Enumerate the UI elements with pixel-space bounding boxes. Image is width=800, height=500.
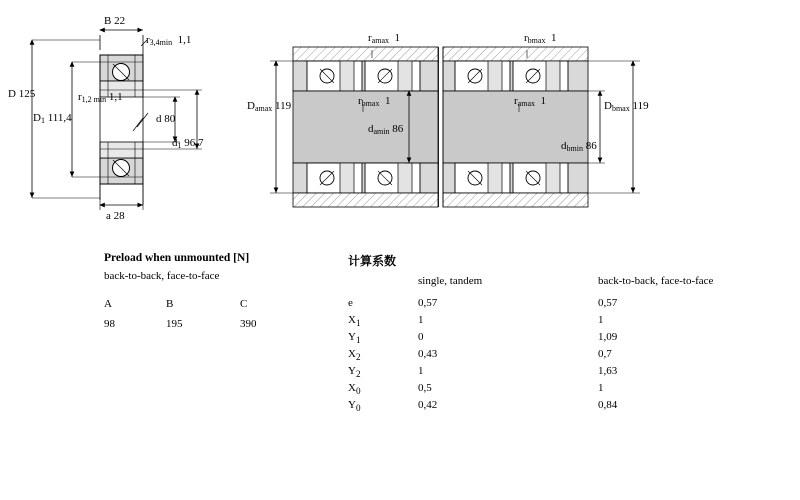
preload-table-title: Preload when unmounted [N] [104, 252, 250, 264]
label-ramax-mid-right: $r_{amax}$ 1 [514, 95, 546, 108]
factors-row-single-Y0: 0,42 [418, 399, 438, 411]
preload-value-B: 195 [166, 318, 183, 330]
preload-header-A: A [104, 298, 112, 310]
label-ramax-top-left: $r_{amax}$ 1 [368, 32, 400, 45]
factors-row-label-X2: $X_2$ [348, 348, 361, 363]
label-B: B 22 [104, 15, 126, 27]
label-a: a 28 [106, 210, 125, 222]
label-r12min: $r_{1,2 min}$ 1,1 [78, 91, 123, 104]
preload-header-B: B [166, 298, 174, 310]
factors-table-title: 计算系数 [348, 254, 397, 268]
label-rbmax-top-right: $r_{bmax}$ 1 [524, 32, 557, 45]
label-r34min: $r_{3,4min}$ 1,1 [146, 34, 192, 47]
factors-row-single-Y2: 1 [418, 365, 424, 377]
factors-row-btb-X0: 1 [598, 382, 604, 394]
factors-col-header-single: single, tandem [418, 275, 483, 287]
preload-table-subtitle: back-to-back, face-to-face [104, 270, 220, 282]
factors-row-label-X1: $X_1$ [348, 314, 361, 329]
label-D1: $D_1$ 111,4 [33, 112, 72, 125]
factors-row-btb-e: 0,57 [598, 297, 618, 309]
factors-row-btb-Y1: 1,09 [598, 331, 618, 343]
label-d1: $d_1$ 96,7 [172, 137, 204, 150]
preload-header-C: C [240, 298, 248, 310]
factors-row-btb-Y2: 1,63 [598, 365, 618, 377]
factors-row-single-X1: 1 [418, 314, 424, 326]
factors-row-btb-Y0: 0,84 [598, 399, 618, 411]
factors-row-label-X0: $X_0$ [348, 382, 361, 397]
label-dbmin: $d_{bmin}$ 86 [561, 140, 597, 153]
factors-row-label-Y1: $Y_1$ [348, 331, 361, 346]
preload-value-C: 390 [240, 318, 257, 330]
factors-row-single-Y1: 0 [418, 331, 424, 343]
factors-row-btb-X1: 1 [598, 314, 604, 326]
factors-row-label-Y2: $Y_2$ [348, 365, 361, 380]
preload-value-A: 98 [104, 318, 115, 330]
factors-row-btb-X2: 0,7 [598, 348, 612, 360]
label-d: d 80 [156, 113, 176, 125]
factors-row-label-Y0: $Y_0$ [348, 399, 361, 414]
label-D: D 125 [8, 88, 36, 100]
factors-row-single-X0: 0,5 [418, 382, 432, 394]
factors-row-single-X2: 0,43 [418, 348, 438, 360]
label-damin: $d_{amin}$ 86 [368, 123, 404, 136]
label-rbmax-mid-left: $r_{bmax}$ 1 [358, 95, 391, 108]
factors-row-label-e: e [348, 297, 353, 309]
factors-col-header-btb: back-to-back, face-to-face [598, 275, 714, 287]
factors-row-single-e: 0,57 [418, 297, 438, 309]
label-Damax: $D_{amax}$ 119 [247, 100, 292, 113]
label-Dbmax: $D_{bmax}$ 119 [604, 100, 649, 113]
right-arrangement-section [270, 47, 640, 207]
